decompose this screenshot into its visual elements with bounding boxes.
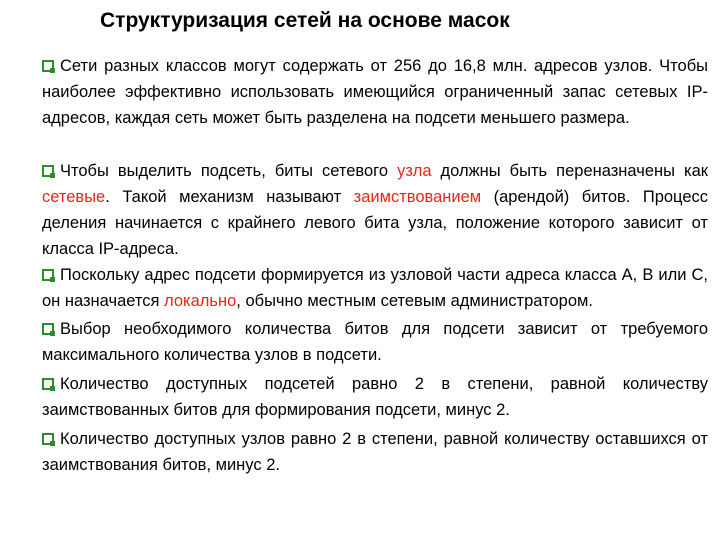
square-bullet-icon [42,269,54,281]
paragraph-text: Количество доступных подсетей равно 2 в степени, равной количеству заимствованных битов для формирования подсети, минус 2. [42,375,708,419]
square-bullet-icon [42,433,54,445]
bullet-paragraph-3 [42,262,708,314]
square-bullet-icon [42,378,54,390]
paragraph-text: Количество доступных узлов равно 2 в степени, равной количеству оставшихся от заимствования битов, минус 2. [42,430,708,474]
highlight-term: узла [397,162,432,180]
bullet-paragraph-1 [42,53,708,131]
paragraph-text: Сети разных классов могут содержать от 256 до 16,8 млн. адресов узлов. Чтобы наиболее эффективно использовать имеющийся ограниченный запас сетевых IP-адресов, каждая сеть может быть разделена на подсети меньшего размера. [42,57,708,127]
square-bullet-icon [42,60,54,72]
highlight-term: заимствованием [353,188,482,206]
bullet-paragraph-2 [42,158,708,262]
slide-title: Структуризация сетей на основе масок [100,9,510,32]
bullet-paragraph-4 [42,316,708,368]
paragraph-text: , обычно местным сетевым администратором. [236,292,593,310]
square-bullet-icon [42,323,54,335]
paragraph-text: . Такой механизм называют [105,188,354,206]
highlight-term: сетевые [42,188,106,206]
paragraph-text: Чтобы выделить подсеть, биты сетевого [60,162,398,180]
bullet-paragraph-5 [42,371,708,423]
square-bullet-icon [42,165,54,177]
paragraph-text: (арендой) битов. Процесс деления начинается с крайнего левого бита узла, положение которого зависит от класса IP-адреса. [42,188,709,258]
paragraph-text: Выбор необходимого количества битов для подсети зависит от требуемого максимального количества узлов в подсети. [42,320,708,364]
bullet-paragraph-6 [42,426,708,478]
paragraph-text: Поскольку адрес подсети формируется из узловой части адреса класса A, B или C, он назначается [42,266,708,310]
paragraph-text: должны быть переназначены как [431,162,708,180]
highlight-term: локально [164,292,237,310]
